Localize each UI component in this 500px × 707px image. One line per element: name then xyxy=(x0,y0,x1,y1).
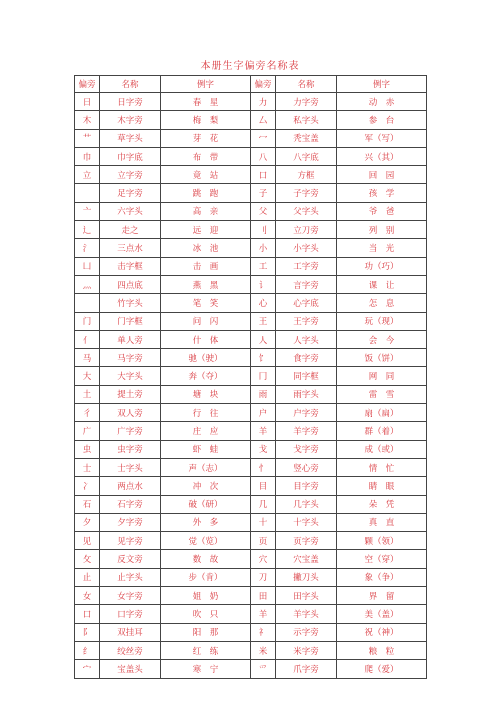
radical-name-cell: 日字旁 xyxy=(100,93,161,111)
example-chars-cell: 觉（览） xyxy=(161,532,251,550)
radical-name-cell: 羊字头 xyxy=(276,605,337,623)
radical-name-cell: 目字旁 xyxy=(276,477,337,495)
table-row xyxy=(75,495,427,513)
example-chars-cell: 朵 凭 xyxy=(337,495,427,513)
table-row xyxy=(75,532,427,550)
example-chars-cell: 冲 次 xyxy=(161,477,251,495)
example-chars-cell: 玩（现） xyxy=(337,312,427,330)
radical-name-cell: 巾字底 xyxy=(100,147,161,165)
example-chars-cell: 兴（其） xyxy=(337,147,427,165)
radical-cell: 氵 xyxy=(75,239,100,257)
table-row xyxy=(75,129,427,147)
example-chars-cell: 课 让 xyxy=(337,275,427,293)
table-row xyxy=(75,641,427,659)
radical-cell: 宀 xyxy=(75,660,100,678)
table-row xyxy=(75,404,427,422)
table-row xyxy=(75,623,427,641)
radical-cell: 十 xyxy=(251,513,276,531)
header-name: 名称 xyxy=(100,76,161,93)
table-row xyxy=(75,202,427,220)
example-chars-cell: 成（或） xyxy=(337,440,427,458)
radical-cell xyxy=(75,294,100,312)
radical-cell: 穴 xyxy=(251,550,276,568)
radical-name-cell: 四点底 xyxy=(100,275,161,293)
table-row xyxy=(75,660,427,678)
radical-name-cell: 木字旁 xyxy=(100,111,161,129)
radical-cell: 小 xyxy=(251,239,276,257)
radical-name-cell: 米字旁 xyxy=(276,641,337,659)
radical-name-cell: 秃宝盖 xyxy=(276,129,337,147)
example-chars-cell: 高 亲 xyxy=(161,202,251,220)
radical-name-cell: 撇刀头 xyxy=(276,568,337,586)
radical-name-cell: 女字旁 xyxy=(100,587,161,605)
radical-cell: 页 xyxy=(251,532,276,550)
radical-name-cell: 走之 xyxy=(100,221,161,239)
radical-name-cell: 立刀旁 xyxy=(276,221,337,239)
example-chars-cell: 远 迎 xyxy=(161,221,251,239)
example-chars-cell: 粮 粒 xyxy=(337,641,427,659)
radical-name-cell: 人字头 xyxy=(276,330,337,348)
example-chars-cell: 饭（饼） xyxy=(337,349,427,367)
radical-cell: 子 xyxy=(251,184,276,202)
example-chars-cell: 燕 黑 xyxy=(161,275,251,293)
radical-name-cell: 双人旁 xyxy=(100,404,161,422)
radical-cell: 辶 xyxy=(75,221,100,239)
radical-name-cell: 父字头 xyxy=(276,202,337,220)
radical-cell: 攵 xyxy=(75,550,100,568)
example-chars-cell: 笔 笑 xyxy=(161,294,251,312)
radical-cell: 饣 xyxy=(251,349,276,367)
example-chars-cell: 寒 宁 xyxy=(161,660,251,678)
example-chars-cell: 爷 爸 xyxy=(337,202,427,220)
radical-cell: 厶 xyxy=(251,111,276,129)
example-chars-cell: 问 闪 xyxy=(161,312,251,330)
radical-name-cell: 示字旁 xyxy=(276,623,337,641)
radical-name-cell: 食字旁 xyxy=(276,349,337,367)
example-chars-cell: 声（志） xyxy=(161,458,251,476)
radical-cell: 目 xyxy=(251,477,276,495)
radical-cell: 木 xyxy=(75,111,100,129)
table-row xyxy=(75,440,427,458)
radical-cell: 纟 xyxy=(75,641,100,659)
table-row xyxy=(75,605,427,623)
radical-cell: 雨 xyxy=(251,385,276,403)
example-chars-cell: 参 台 xyxy=(337,111,427,129)
radical-name-cell: 止字头 xyxy=(100,568,161,586)
example-chars-cell: 塘 块 xyxy=(161,385,251,403)
header-example: 例字 xyxy=(161,76,251,93)
table-row xyxy=(75,184,427,202)
example-chars-cell: 竟 站 xyxy=(161,166,251,184)
radical-name-cell: 六字头 xyxy=(100,202,161,220)
example-chars-cell: 群（着） xyxy=(337,422,427,440)
example-chars-cell: 颗（领） xyxy=(337,532,427,550)
example-chars-cell: 什 体 xyxy=(161,330,251,348)
example-chars-cell: 功（巧） xyxy=(337,257,427,275)
radical-cell: 羊 xyxy=(251,422,276,440)
radical-cell: 亻 xyxy=(75,330,100,348)
radical-name-cell: 绞丝旁 xyxy=(100,641,161,659)
example-chars-cell: 驰（驶） xyxy=(161,349,251,367)
radical-cell: 八 xyxy=(251,147,276,165)
example-chars-cell: 军（写） xyxy=(337,129,427,147)
radical-cell: 止 xyxy=(75,568,100,586)
radical-name-cell: 两点水 xyxy=(100,477,161,495)
radical-name-cell: 王字旁 xyxy=(276,312,337,330)
example-chars-cell: 布 带 xyxy=(161,147,251,165)
radical-cell: 门 xyxy=(75,312,100,330)
radical-cell: 虫 xyxy=(75,440,100,458)
radical-cell: 冂 xyxy=(251,367,276,385)
radical-cell: 户 xyxy=(251,404,276,422)
radical-name-cell: 私字头 xyxy=(276,111,337,129)
example-chars-cell: 数 故 xyxy=(161,550,251,568)
table-row xyxy=(75,294,427,312)
radical-cell: 忄 xyxy=(251,458,276,476)
radical-cell: 阝 xyxy=(75,623,100,641)
radical-cell xyxy=(75,184,100,202)
radical-name-cell: 八字底 xyxy=(276,147,337,165)
radical-cell: 戈 xyxy=(251,440,276,458)
radical-name-cell: 心字底 xyxy=(276,294,337,312)
radical-name-cell: 戈字旁 xyxy=(276,440,337,458)
radical-name-cell: 足字旁 xyxy=(100,184,161,202)
example-chars-cell: 界 留 xyxy=(337,587,427,605)
example-chars-cell: 当 光 xyxy=(337,239,427,257)
radical-cell: 力 xyxy=(251,93,276,111)
radical-name-cell: 言字旁 xyxy=(276,275,337,293)
header-radical: 偏旁 xyxy=(75,76,100,93)
radical-name-cell: 单人旁 xyxy=(100,330,161,348)
radical-cell: 口 xyxy=(75,605,100,623)
table-row xyxy=(75,477,427,495)
radical-cell: 马 xyxy=(75,349,100,367)
radical-cell: 女 xyxy=(75,587,100,605)
radical-name-cell: 竹字头 xyxy=(100,294,161,312)
radical-cell: 几 xyxy=(251,495,276,513)
table-row xyxy=(75,330,427,348)
example-chars-cell: 芽 花 xyxy=(161,129,251,147)
table-row xyxy=(75,550,427,568)
radical-cell: 日 xyxy=(75,93,100,111)
radical-name-cell: 口字旁 xyxy=(100,605,161,623)
radical-name-cell: 田字头 xyxy=(276,587,337,605)
example-chars-cell: 空（穿） xyxy=(337,550,427,568)
example-chars-cell: 会 今 xyxy=(337,330,427,348)
radical-cell: 凵 xyxy=(75,257,100,275)
example-chars-cell: 象（争） xyxy=(337,568,427,586)
table-row xyxy=(75,147,427,165)
example-chars-cell: 击 画 xyxy=(161,257,251,275)
radical-name-cell: 羊字旁 xyxy=(276,422,337,440)
radical-cell: 工 xyxy=(251,257,276,275)
example-chars-cell: 美（盖） xyxy=(337,605,427,623)
radical-name-cell: 立字旁 xyxy=(100,166,161,184)
radical-name-cell: 雨字头 xyxy=(276,385,337,403)
header-name: 名称 xyxy=(276,76,337,93)
example-chars-cell: 回 园 xyxy=(337,166,427,184)
radical-name-cell: 页字旁 xyxy=(276,532,337,550)
radical-cell: 冫 xyxy=(75,477,100,495)
radical-name-cell: 反文旁 xyxy=(100,550,161,568)
radical-name-cell: 同字框 xyxy=(276,367,337,385)
table-row xyxy=(75,367,427,385)
example-chars-cell: 真 直 xyxy=(337,513,427,531)
table-body xyxy=(75,93,427,679)
example-chars-cell: 雷 雪 xyxy=(337,385,427,403)
example-chars-cell: 孩 学 xyxy=(337,184,427,202)
table-row xyxy=(75,239,427,257)
radical-cell: 士 xyxy=(75,458,100,476)
example-chars-cell: 跳 跑 xyxy=(161,184,251,202)
table-row xyxy=(75,422,427,440)
example-chars-cell: 列 别 xyxy=(337,221,427,239)
header-radical: 偏旁 xyxy=(251,76,276,93)
radical-name-cell: 虫字旁 xyxy=(100,440,161,458)
table-row xyxy=(75,513,427,531)
example-chars-cell: 阳 那 xyxy=(161,623,251,641)
table-row xyxy=(75,312,427,330)
radical-name-cell: 穴宝盖 xyxy=(276,550,337,568)
header-example: 例字 xyxy=(337,76,427,93)
radical-name-cell: 广字旁 xyxy=(100,422,161,440)
example-chars-cell: 庄 应 xyxy=(161,422,251,440)
example-chars-cell: 姐 奶 xyxy=(161,587,251,605)
radical-cell: 讠 xyxy=(251,275,276,293)
radical-name-cell: 马字旁 xyxy=(100,349,161,367)
radical-cell: 大 xyxy=(75,367,100,385)
radical-name-table xyxy=(74,75,427,679)
radical-cell: 土 xyxy=(75,385,100,403)
radical-cell: 父 xyxy=(251,202,276,220)
radical-name-cell: 方框 xyxy=(276,166,337,184)
example-chars-cell: 奔（夺） xyxy=(161,367,251,385)
radical-cell: 刀 xyxy=(251,568,276,586)
radical-cell: 立 xyxy=(75,166,100,184)
radical-cell: 羊 xyxy=(251,605,276,623)
radical-cell: 艹 xyxy=(75,129,100,147)
example-chars-cell: 步（肯） xyxy=(161,568,251,586)
radical-name-cell: 石字旁 xyxy=(100,495,161,513)
radical-cell: 石 xyxy=(75,495,100,513)
example-chars-cell: 破（研） xyxy=(161,495,251,513)
radical-cell: 人 xyxy=(251,330,276,348)
table-row xyxy=(75,275,427,293)
table-row xyxy=(75,587,427,605)
page-title: 本册生字偏旁名称表 xyxy=(200,61,300,72)
radical-cell: 米 xyxy=(251,641,276,659)
radical-name-cell: 三点水 xyxy=(100,239,161,257)
radical-cell: 口 xyxy=(251,166,276,184)
radical-cell: 田 xyxy=(251,587,276,605)
radical-name-cell: 见字旁 xyxy=(100,532,161,550)
radical-name-cell: 双挂耳 xyxy=(100,623,161,641)
example-chars-cell: 情 忙 xyxy=(337,458,427,476)
radical-name-cell: 十字头 xyxy=(276,513,337,531)
example-chars-cell: 怎 息 xyxy=(337,294,427,312)
radical-cell: 王 xyxy=(251,312,276,330)
radical-name-cell: 击字框 xyxy=(100,257,161,275)
radical-name-cell: 宝盖头 xyxy=(100,660,161,678)
example-chars-cell: 行 往 xyxy=(161,404,251,422)
radical-name-cell: 几字头 xyxy=(276,495,337,513)
radical-cell: 广 xyxy=(75,422,100,440)
radical-name-cell: 小字头 xyxy=(276,239,337,257)
radical-name-cell: 爪字旁 xyxy=(276,660,337,678)
table-row xyxy=(75,257,427,275)
radical-name-cell: 力字旁 xyxy=(276,93,337,111)
example-chars-cell: 动 赤 xyxy=(337,93,427,111)
table-row xyxy=(75,166,427,184)
example-chars-cell: 春 星 xyxy=(161,93,251,111)
example-chars-cell: 梅 梨 xyxy=(161,111,251,129)
radical-name-cell: 户字旁 xyxy=(276,404,337,422)
table-row xyxy=(75,568,427,586)
radical-name-cell: 工字旁 xyxy=(276,257,337,275)
example-chars-cell: 外 多 xyxy=(161,513,251,531)
radical-cell: 灬 xyxy=(75,275,100,293)
example-chars-cell: 爬（爱） xyxy=(337,660,427,678)
table-row xyxy=(75,349,427,367)
radical-name-cell: 大字头 xyxy=(100,367,161,385)
example-chars-cell: 红 练 xyxy=(161,641,251,659)
radical-cell: 亠 xyxy=(75,202,100,220)
radical-name-cell: 提土旁 xyxy=(100,385,161,403)
table-header-row xyxy=(75,76,427,93)
radical-cell: 见 xyxy=(75,532,100,550)
example-chars-cell: 祝（神） xyxy=(337,623,427,641)
table-row xyxy=(75,385,427,403)
radical-name-cell: 竖心旁 xyxy=(276,458,337,476)
radical-name-cell: 夕字旁 xyxy=(100,513,161,531)
radical-cell: 爫 xyxy=(251,660,276,678)
table-row xyxy=(75,93,427,111)
radical-cell: 冖 xyxy=(251,129,276,147)
example-chars-cell: 睛 眼 xyxy=(337,477,427,495)
radical-name-cell: 士字头 xyxy=(100,458,161,476)
radical-name-cell: 草字头 xyxy=(100,129,161,147)
radical-cell: 彳 xyxy=(75,404,100,422)
radical-cell: 刂 xyxy=(251,221,276,239)
example-chars-cell: 吹 只 xyxy=(161,605,251,623)
table-row xyxy=(75,458,427,476)
example-chars-cell: 虾 蛙 xyxy=(161,440,251,458)
radical-cell: 夕 xyxy=(75,513,100,531)
table-row xyxy=(75,111,427,129)
radical-cell: 巾 xyxy=(75,147,100,165)
radical-name-cell: 子字旁 xyxy=(276,184,337,202)
radical-name-cell: 门字框 xyxy=(100,312,161,330)
example-chars-cell: 扇（扁） xyxy=(337,404,427,422)
example-chars-cell: 网 同 xyxy=(337,367,427,385)
radical-cell: 心 xyxy=(251,294,276,312)
example-chars-cell: 冰 池 xyxy=(161,239,251,257)
table-row xyxy=(75,221,427,239)
radical-cell: 礻 xyxy=(251,623,276,641)
